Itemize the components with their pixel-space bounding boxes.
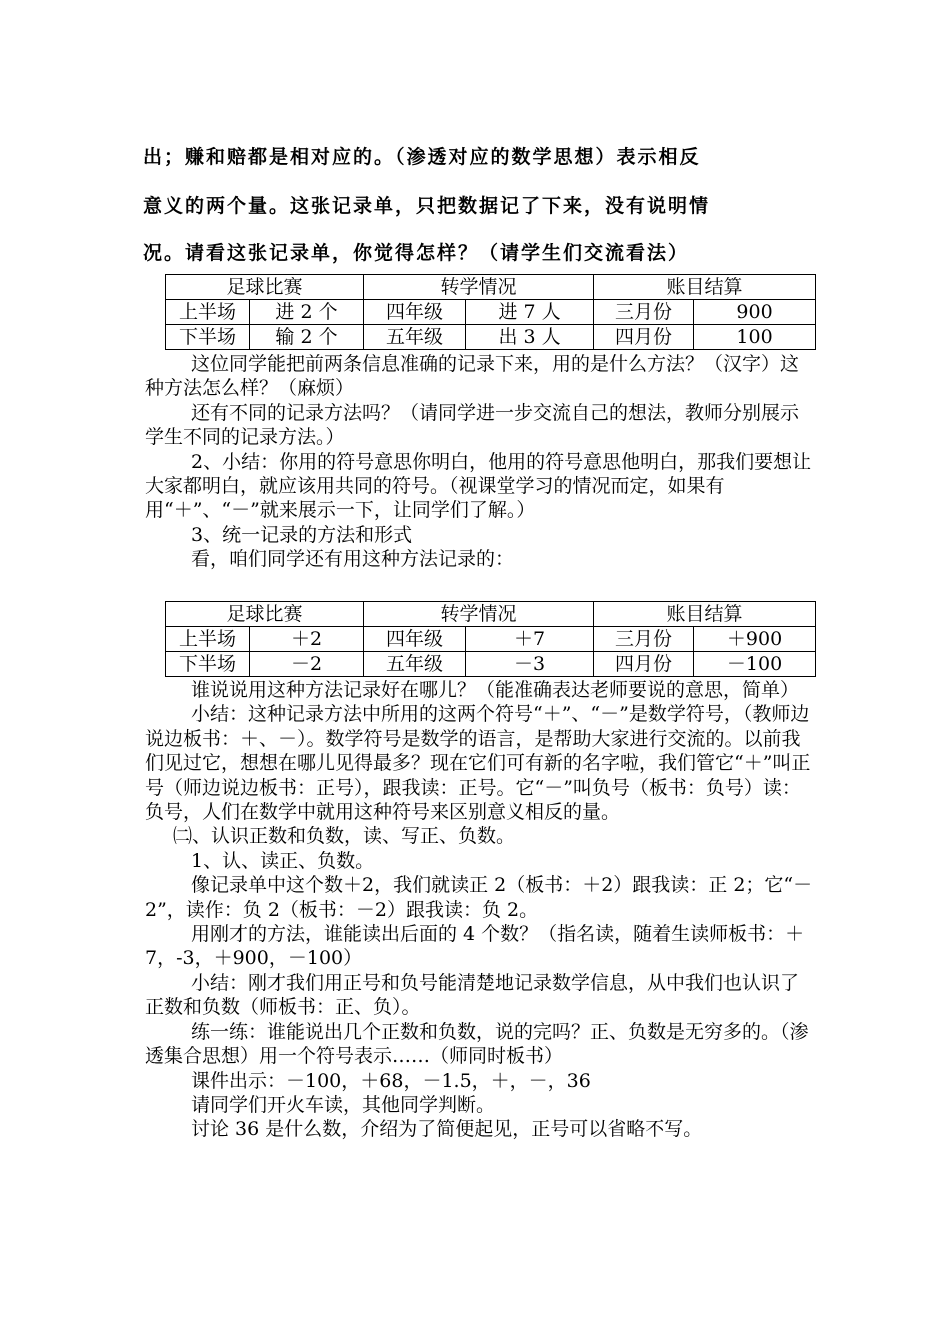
- table-cell: 出 3 人: [466, 325, 594, 350]
- paragraph: 小结：刚才我们用正号和负号能清楚地记录数学信息，从中我们也认识了正数和负数（师板书：正、负）。: [145, 971, 800, 1019]
- table-header: 转学情况: [364, 602, 594, 627]
- paragraph: 像记录单中这个数＋2，我们就读正 2（板书：＋2）跟我读：正 2；它“－2”，读作：负 2（板书：－2）跟我读：负 2。: [145, 874, 813, 921]
- table-cell: 四月份: [594, 652, 694, 677]
- table-cell: 三月份: [594, 627, 694, 652]
- section-heading: ㈡、认识正数和负数，读、写正、负数。: [173, 825, 516, 848]
- paragraph: 请同学们开火车读，其他同学判断。: [191, 1093, 496, 1116]
- paragraph: 谁说说用这种方法记录好在哪儿？（能准确表达老师要说的意思，简单）: [191, 679, 800, 701]
- paragraph: 还有不同的记录方法吗？（请同学进一步交流自己的想法，教师分别展示学生不同的记录方法。）: [145, 401, 800, 449]
- table-cell: 上半场: [166, 627, 250, 652]
- table-cell: 四月份: [594, 325, 694, 350]
- table-cell: 四年级: [364, 300, 466, 325]
- table-header: 账目结算: [594, 602, 816, 627]
- table-header-row: [166, 602, 816, 627]
- paragraph: 小结：这种记录方法中所用的这两个符号“＋”、“－”是数学符号，（教师边说边板书：＋、－）。数学符号是数学的语言，是帮助大家进行交流的。以前我们见过它，想想在哪儿见得最多？现在它们可有新的名字啦，我们管它“＋”叫正号（师边说边板书：正号），跟我读：正号。它“－”叫负号（板书：负号）读：负号，人们在数学中就用这种符号来区别意义相反的量。: [145, 703, 811, 824]
- intro-line-1: 出；赚和赔都是相对应的。（渗透对应的数学思想）表示相反: [143, 146, 701, 168]
- table-cell: －100: [694, 652, 816, 677]
- table-row: [166, 652, 816, 677]
- table-cell: ＋900: [694, 627, 816, 652]
- paragraph: 讨论 36 是什么数，介绍为了简便起见，正号可以省略不写。: [191, 1118, 703, 1141]
- table-header: 账目结算: [594, 275, 816, 300]
- paragraph: 用刚才的方法，谁能读出后面的 4 个数？（指名读，随着生读师板书：＋7，-3，＋900，－100）: [145, 923, 805, 970]
- table-cell: －3: [466, 652, 594, 677]
- body-section-b: [145, 678, 815, 1142]
- table-cell: 三月份: [594, 300, 694, 325]
- intro-line-3: 况。请看这张记录单，你觉得怎样？（请学生们交流看法）: [143, 242, 690, 264]
- table-cell: ＋7: [466, 627, 594, 652]
- table-cell: ＋2: [250, 627, 364, 652]
- table-cell: －2: [250, 652, 364, 677]
- table-cell: 下半场: [166, 652, 250, 677]
- table-row: [166, 325, 816, 350]
- table-row: [166, 300, 816, 325]
- paragraph: 3、统一记录的方法和形式: [191, 523, 413, 546]
- table-cell: 下半场: [166, 325, 250, 350]
- intro-line-2: 意义的两个量。这张记录单，只把数据记了下来，没有说明情: [143, 195, 711, 217]
- table-cell: 五年级: [364, 325, 466, 350]
- table-header: 转学情况: [364, 275, 594, 300]
- paragraph: 看，咱们同学还有用这种方法记录的：: [191, 548, 515, 571]
- table-cell: 四年级: [364, 627, 466, 652]
- table-cell: 进 7 人: [466, 300, 594, 325]
- table-header: 足球比赛: [166, 275, 364, 300]
- paragraph: 1、认、读正、负数。: [191, 849, 375, 872]
- paragraph: 这位同学能把前两条信息准确的记录下来，用的是什么方法？（汉字）这种方法怎么样？（麻烦）: [145, 353, 800, 400]
- record-table-chinese: [165, 274, 816, 350]
- table-cell: 进 2 个: [250, 300, 364, 325]
- table-header: 足球比赛: [166, 602, 364, 627]
- body-section-a: [145, 352, 815, 572]
- table-row: [166, 627, 816, 652]
- paragraph: 练一练：谁能说出几个正数和负数，说的完吗？正、负数是无穷多的。（渗透集合思想）用一个符号表示……（师同时板书）: [145, 1020, 809, 1068]
- table-cell: 900: [694, 300, 816, 325]
- table-header-row: [166, 275, 816, 300]
- paragraph: 课件出示：－100，＋68，－1.5，＋，－，36: [191, 1069, 591, 1092]
- table-cell: 100: [694, 325, 816, 350]
- table-cell: 输 2 个: [250, 325, 364, 350]
- table-cell: 上半场: [166, 300, 250, 325]
- paragraph: 2、小结：你用的符号意思你明白，他用的符号意思他明白，那我们要想让大家都明白，就应该用共同的符号。（视课堂学习的情况而定，如果有用“＋”、“－”就来展示一下，让同学们了解。）: [145, 450, 812, 522]
- table-cell: 五年级: [364, 652, 466, 677]
- record-table-symbols: [165, 601, 816, 677]
